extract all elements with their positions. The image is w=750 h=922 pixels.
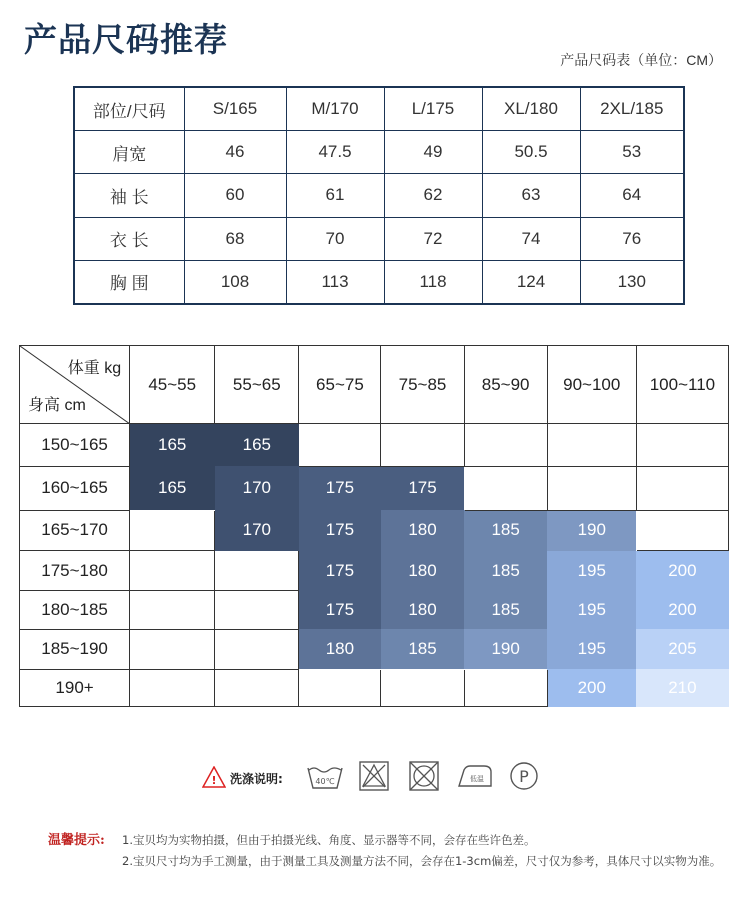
recommended-size-cell: 165	[130, 466, 215, 510]
size-table-cell: 118	[384, 260, 482, 304]
warning-icon	[202, 766, 226, 792]
recommended-size-cell: 180	[381, 510, 464, 550]
empty-cell	[636, 424, 728, 466]
recommended-size-cell: 200	[636, 591, 728, 629]
no-tumble-dry-icon	[408, 760, 440, 796]
recommended-size-cell: 170	[215, 510, 299, 550]
wash-40-icon	[306, 760, 344, 796]
tip-line-2: 2.宝贝尺寸均为手工测量，由于测量工具及测量方法不同，会存在1-3cm偏差，尺寸仅为参考，具体尺寸以实物为准。	[122, 854, 722, 868]
size-table-cell: 46	[184, 131, 286, 174]
dry-clean-p-icon	[508, 760, 540, 796]
empty-cell	[464, 466, 547, 510]
rec-table-row	[20, 424, 729, 466]
corner-weight-label: 体重 kg	[67, 360, 122, 377]
recommended-size-cell: 190	[464, 629, 547, 669]
rec-table-row	[20, 551, 729, 591]
weight-header-cell: 90~100	[547, 346, 636, 424]
empty-cell	[636, 466, 728, 510]
size-table-cell: 74	[482, 217, 580, 260]
corner-height-label: 身高 cm	[28, 397, 86, 415]
recommended-size-cell: 180	[299, 629, 381, 669]
recommended-size-cell: 175	[299, 551, 381, 591]
size-table-part-cell: 胸 围	[74, 260, 184, 304]
weight-header-cell: 55~65	[215, 346, 299, 424]
empty-cell	[299, 424, 381, 466]
size-table-cell: 124	[482, 260, 580, 304]
empty-cell	[636, 510, 728, 550]
empty-cell	[547, 424, 636, 466]
empty-cell	[215, 629, 299, 669]
wash-temp-text: 40℃	[315, 777, 335, 786]
recommended-size-cell: 175	[299, 466, 381, 510]
weight-header-cell: 65~75	[299, 346, 381, 424]
size-table-row	[74, 260, 684, 304]
weight-header-cell: 85~90	[464, 346, 547, 424]
size-table-cell: 53	[580, 131, 684, 174]
size-table-cell: 68	[184, 217, 286, 260]
size-recommendation-table	[19, 345, 729, 707]
dry-clean-letter: P	[519, 767, 529, 786]
size-table-row	[74, 174, 684, 217]
recommended-size-cell: 195	[547, 629, 636, 669]
empty-cell	[215, 551, 299, 591]
recommended-size-cell: 175	[299, 591, 381, 629]
empty-cell	[381, 424, 464, 466]
weight-header-cell: 100~110	[636, 346, 728, 424]
height-header-cell: 185~190	[20, 629, 130, 669]
rec-table-corner-cell	[20, 346, 130, 424]
height-header-cell: 160~165	[20, 466, 130, 510]
tip-line-1: 1.宝贝均为实物拍摄，但由于拍摄光线、角度、显示器等不同，会存在些许色差。	[122, 833, 536, 847]
empty-cell	[215, 669, 299, 706]
recommended-size-cell: 200	[547, 669, 636, 706]
size-table-cell: 72	[384, 217, 482, 260]
rec-table-row	[20, 669, 729, 706]
recommended-size-cell: 165	[130, 424, 215, 466]
recommended-size-cell: 185	[381, 629, 464, 669]
size-table-row	[74, 131, 684, 174]
recommended-size-cell: 195	[547, 591, 636, 629]
empty-cell	[130, 510, 215, 550]
rec-table-header-row	[20, 346, 729, 424]
size-table-cell: 50.5	[482, 131, 580, 174]
height-header-cell: 165~170	[20, 510, 130, 550]
recommended-size-cell: 185	[464, 510, 547, 550]
size-table-header-cell: 部位/尺码	[74, 87, 184, 131]
size-table-cell: 47.5	[286, 131, 384, 174]
recommended-size-cell: 195	[547, 551, 636, 591]
empty-cell	[381, 669, 464, 706]
size-table-part-cell: 袖 长	[74, 174, 184, 217]
size-table-subtitle: 产品尺码表（单位：CM）	[560, 52, 722, 68]
page-title: 产品尺码推荐	[24, 20, 228, 59]
recommended-size-cell: 200	[636, 551, 728, 591]
size-table-row	[74, 217, 684, 260]
size-table-cell: 63	[482, 174, 580, 217]
size-table-cell: 76	[580, 217, 684, 260]
size-table-header-row	[74, 87, 684, 131]
size-table-cell: 62	[384, 174, 482, 217]
empty-cell	[130, 669, 215, 706]
size-table-cell: 64	[580, 174, 684, 217]
size-table-header-cell: 2XL/185	[580, 87, 684, 131]
size-table-part-cell: 衣 长	[74, 217, 184, 260]
size-table-cell: 108	[184, 260, 286, 304]
recommended-size-cell: 165	[215, 424, 299, 466]
recommended-size-cell: 185	[464, 551, 547, 591]
size-chart-table	[73, 86, 685, 305]
empty-cell	[299, 669, 381, 706]
rec-table-row	[20, 466, 729, 510]
empty-cell	[130, 551, 215, 591]
recommended-size-cell: 185	[464, 591, 547, 629]
size-table-part-cell: 肩宽	[74, 131, 184, 174]
height-header-cell: 175~180	[20, 551, 130, 591]
size-table-cell: 113	[286, 260, 384, 304]
no-bleach-icon	[358, 760, 390, 796]
recommended-size-cell: 175	[381, 466, 464, 510]
care-instructions	[202, 760, 562, 796]
iron-temp-text: 低温	[470, 775, 484, 783]
recommended-size-cell: 170	[215, 466, 299, 510]
weight-header-cell: 75~85	[381, 346, 464, 424]
recommended-size-cell: 180	[381, 591, 464, 629]
recommended-size-cell: 175	[299, 510, 381, 550]
tips-label: 温馨提示:	[48, 833, 105, 848]
size-table-cell: 130	[580, 260, 684, 304]
height-header-cell: 180~185	[20, 591, 130, 629]
rec-table-row	[20, 629, 729, 669]
size-table-cell: 49	[384, 131, 482, 174]
empty-cell	[130, 629, 215, 669]
height-header-cell: 190+	[20, 669, 130, 706]
empty-cell	[130, 591, 215, 629]
height-header-cell: 150~165	[20, 424, 130, 466]
recommended-size-cell: 180	[381, 551, 464, 591]
size-table-cell: 61	[286, 174, 384, 217]
empty-cell	[464, 424, 547, 466]
size-table-header-cell: S/165	[184, 87, 286, 131]
size-table-header-cell: XL/180	[482, 87, 580, 131]
empty-cell	[464, 669, 547, 706]
care-label: 洗涤说明:	[230, 772, 283, 786]
empty-cell	[215, 591, 299, 629]
size-table-cell: 70	[286, 217, 384, 260]
size-table-header-cell: M/170	[286, 87, 384, 131]
svg-text:!: !	[211, 774, 217, 787]
iron-low-icon	[456, 760, 494, 796]
rec-table-row	[20, 591, 729, 629]
size-table-header-cell: L/175	[384, 87, 482, 131]
rec-table-row	[20, 510, 729, 550]
empty-cell	[547, 466, 636, 510]
size-table-cell: 60	[184, 174, 286, 217]
recommended-size-cell: 205	[636, 629, 728, 669]
weight-header-cell: 45~55	[130, 346, 215, 424]
recommended-size-cell: 190	[547, 510, 636, 550]
recommended-size-cell: 210	[636, 669, 728, 706]
